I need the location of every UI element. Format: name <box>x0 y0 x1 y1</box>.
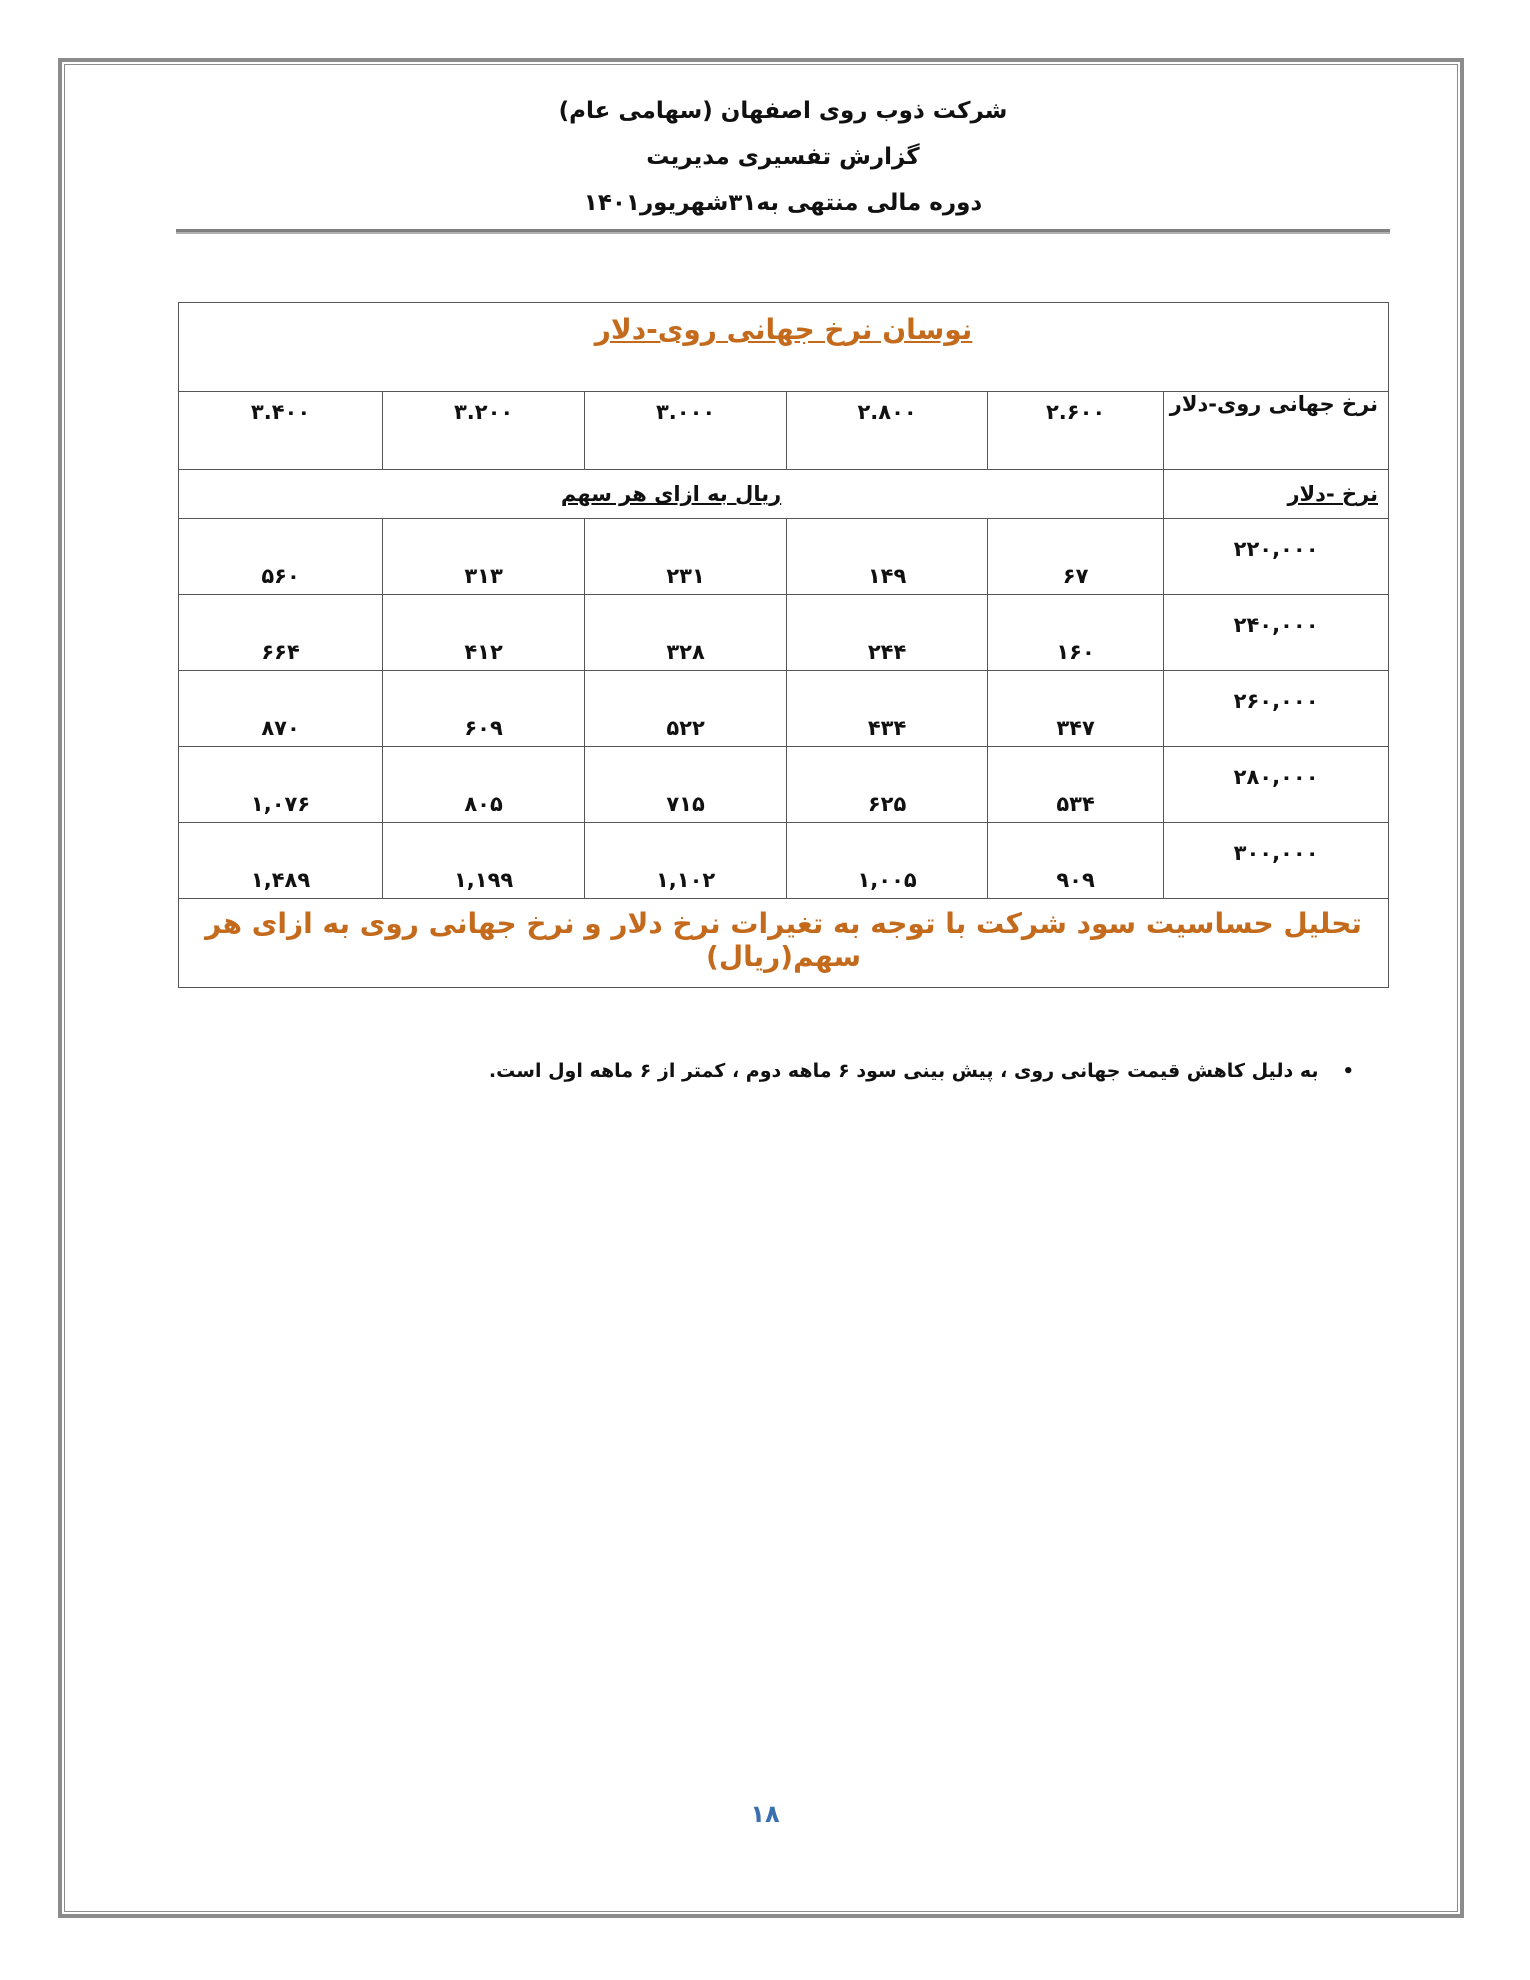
zinc-rate-row <box>179 392 1389 470</box>
eps-cell: ۶۲۵ <box>787 747 988 823</box>
eps-cell: ۱۶۰ <box>988 595 1164 671</box>
eps-cell: ۵۶۰ <box>179 519 383 595</box>
table-row <box>179 595 1389 671</box>
table-row <box>179 519 1389 595</box>
table-row <box>179 671 1389 747</box>
eps-cell: ۳۴۷ <box>988 671 1164 747</box>
note-text: به دلیل کاهش قیمت جهانی روی ، پیش بینی سود ۶ ماهه دوم ، کمتر از ۶ ماهه اول است. <box>488 1060 1319 1082</box>
eps-cell: ۵۳۴ <box>988 747 1164 823</box>
dollar-rate-cell: ۳۰۰,۰۰۰ <box>1164 823 1389 899</box>
dollar-rate-header: نرخ -دلار <box>1164 470 1389 519</box>
bullet-note <box>489 1060 1354 1082</box>
table-caption-row <box>179 899 1389 988</box>
zinc-rate-cell: ۲.۶۰۰ <box>988 392 1164 470</box>
zinc-rate-cell: ۳.۲۰۰ <box>383 392 585 470</box>
eps-cell: ۶۶۴ <box>179 595 383 671</box>
eps-cell: ۸۰۵ <box>383 747 585 823</box>
eps-cell: ۶۷ <box>988 519 1164 595</box>
dollar-rate-cell: ۲۶۰,۰۰۰ <box>1164 671 1389 747</box>
page-number: ۱۸ <box>750 1800 780 1828</box>
dollar-rate-cell: ۲۸۰,۰۰۰ <box>1164 747 1389 823</box>
eps-cell: ۶۰۹ <box>383 671 585 747</box>
dollar-rate-cell: ۲۲۰,۰۰۰ <box>1164 519 1389 595</box>
eps-cell: ۱,۰۷۶ <box>179 747 383 823</box>
unit-label: ریال به ازای هر سهم <box>179 470 1164 519</box>
eps-cell: ۲۴۴ <box>787 595 988 671</box>
eps-cell: ۴۳۴ <box>787 671 988 747</box>
header-divider <box>176 229 1390 234</box>
eps-cell: ۴۱۲ <box>383 595 585 671</box>
unit-row <box>179 470 1389 519</box>
eps-cell: ۲۳۱ <box>585 519 787 595</box>
zinc-rate-cell: ۳.۴۰۰ <box>179 392 383 470</box>
company-name: شرکت ذوب روی اصفهان (سهامی عام) <box>558 98 1008 124</box>
report-title: گزارش تفسیری مدیریت <box>646 144 920 170</box>
table-row <box>179 823 1389 899</box>
eps-cell: ۳۱۳ <box>383 519 585 595</box>
bullet-icon: • <box>1342 1061 1354 1082</box>
sensitivity-table <box>178 302 1389 988</box>
table-row <box>179 747 1389 823</box>
table-title: نوسان نرخ جهانی روی-دلار <box>594 313 973 346</box>
eps-cell: ۹۰۹ <box>988 823 1164 899</box>
dollar-rate-cell: ۲۴۰,۰۰۰ <box>1164 595 1389 671</box>
eps-cell: ۱,۱۰۲ <box>585 823 787 899</box>
eps-cell: ۸۷۰ <box>179 671 383 747</box>
table-title-row <box>179 303 1389 392</box>
eps-cell: ۱,۱۹۹ <box>383 823 585 899</box>
eps-cell: ۵۲۲ <box>585 671 787 747</box>
report-period: دوره مالی منتهی به۳۱شهریور۱۴۰۱ <box>583 190 983 216</box>
eps-cell: ۱,۴۸۹ <box>179 823 383 899</box>
zinc-rate-header: نرخ جهانی روی-دلار <box>1164 392 1389 470</box>
document-header <box>176 88 1390 226</box>
eps-cell: ۱,۰۰۵ <box>787 823 988 899</box>
eps-cell: ۱۴۹ <box>787 519 988 595</box>
zinc-rate-cell: ۲.۸۰۰ <box>787 392 988 470</box>
eps-cell: ۳۲۸ <box>585 595 787 671</box>
table-caption: تحلیل حساسیت سود شرکت با توجه به تغیرات نرخ دلار و نرخ جهانی روی به ازای هر سهم(ریال) <box>205 907 1362 973</box>
eps-cell: ۷۱۵ <box>585 747 787 823</box>
zinc-rate-cell: ۳.۰۰۰ <box>585 392 787 470</box>
